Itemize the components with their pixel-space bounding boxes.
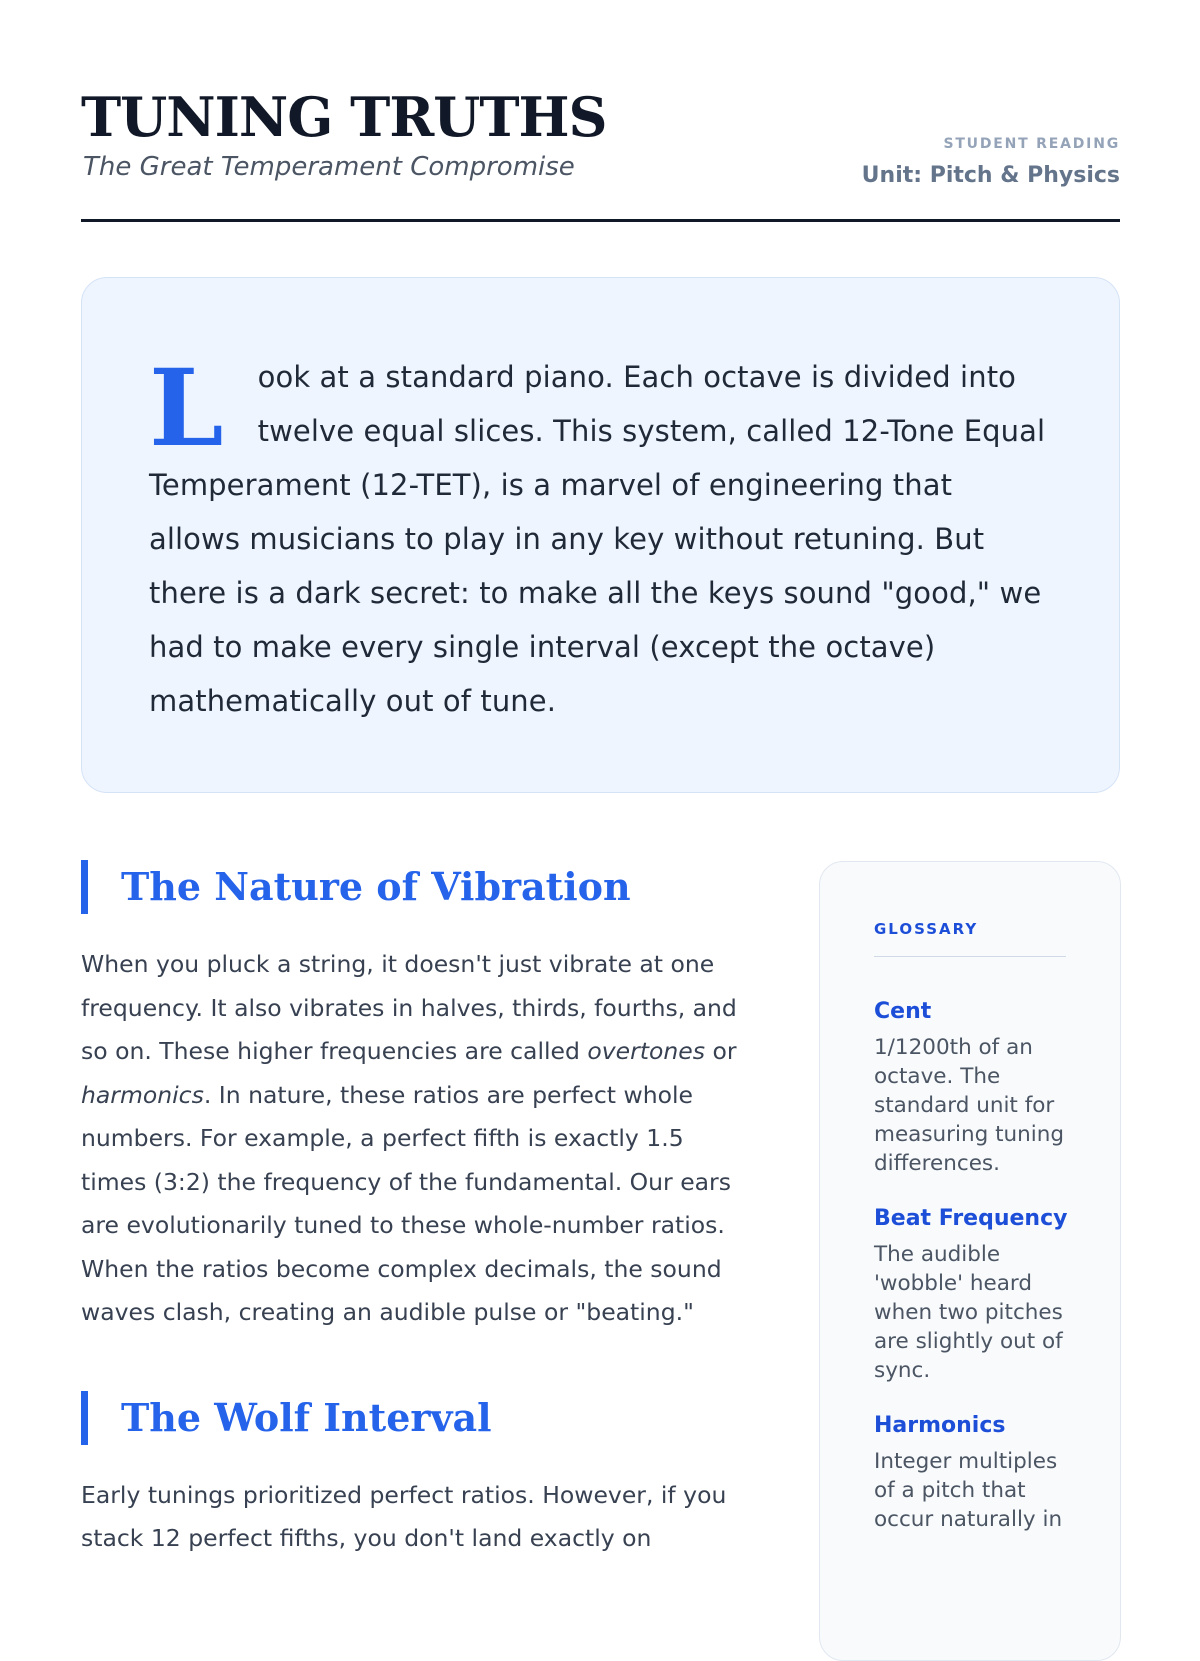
glossary-definition: Integer multiples of a pitch that occur naturally in	[874, 1449, 1063, 1532]
intro-text: ook at a standard piano. Each octave is divided into twelve equal slices. This system, called 12-Tone Equal Temperament (12-TET), is a marvel of engineering that allows musicians to play in any key without retuning. But there is a dark secret: to make all the keys sound "good," we had to make every single interval (except the octave) mathematically out of tune.	[149, 360, 1046, 718]
paragraph-text: When you pluck a string, it doesn't just vibrate at one frequency. It also vibrates in halves, thirds, fourths, and so on. These higher frequencies are called	[81, 950, 737, 1065]
section-nature-of-vibration	[81, 860, 751, 1335]
page-subtitle: The Great Temperament Compromise	[83, 152, 575, 182]
term-overtones: overtones	[587, 1037, 705, 1065]
paragraph-text: . In nature, these ratios are perfect whole numbers. For example, a perfect fifth is exactly 1.5 times (3:2) the frequency of the fundamental. Our ears are evolutionarily tuned to these whole-number ratios. When the ratios become complex decimals, the sound waves clash, creating an audible pulse or "beating."	[81, 1080, 731, 1326]
glossary-item	[874, 1411, 1074, 1534]
intro-callout	[81, 277, 1120, 793]
glossary-title: GLOSSARY	[874, 920, 1066, 957]
glossary-item	[874, 997, 1074, 1178]
section-wolf-interval	[81, 1391, 751, 1561]
intro-paragraph	[149, 345, 1049, 728]
article-body	[81, 860, 751, 1561]
drop-cap: L	[149, 345, 224, 470]
glossary-definition: The audible 'wobble' heard when two pitches are slightly out of sync.	[874, 1242, 1063, 1383]
section-paragraph: Early tunings prioritized perfect ratios. However, if you stack 12 perfect fifths, you don't land exactly on	[81, 1480, 727, 1552]
glossary-list	[874, 997, 1074, 1560]
glossary-term: Cent	[874, 999, 932, 1024]
glossary-term: Beat Frequency	[874, 1206, 1068, 1231]
header-meta	[862, 135, 1120, 190]
term-harmonics: harmonics	[81, 1080, 204, 1109]
page-header	[81, 80, 1120, 222]
section-heading: The Wolf Interval	[81, 1391, 751, 1445]
glossary-sidebar	[819, 861, 1121, 1661]
glossary-definition: 1/1200th of an octave. The standard unit for measuring tuning differences.	[874, 1035, 1065, 1176]
page-title: TUNING TRUTHS	[81, 85, 607, 149]
paragraph-text: or	[704, 1037, 737, 1065]
glossary-term: Harmonics	[874, 1413, 1006, 1438]
unit-label: Unit: Pitch & Physics	[861, 163, 1120, 188]
glossary-item	[874, 1204, 1074, 1385]
section-heading: The Nature of Vibration	[81, 860, 751, 914]
section-paragraph	[81, 943, 751, 1335]
reading-type-label: STUDENT READING	[943, 136, 1120, 152]
